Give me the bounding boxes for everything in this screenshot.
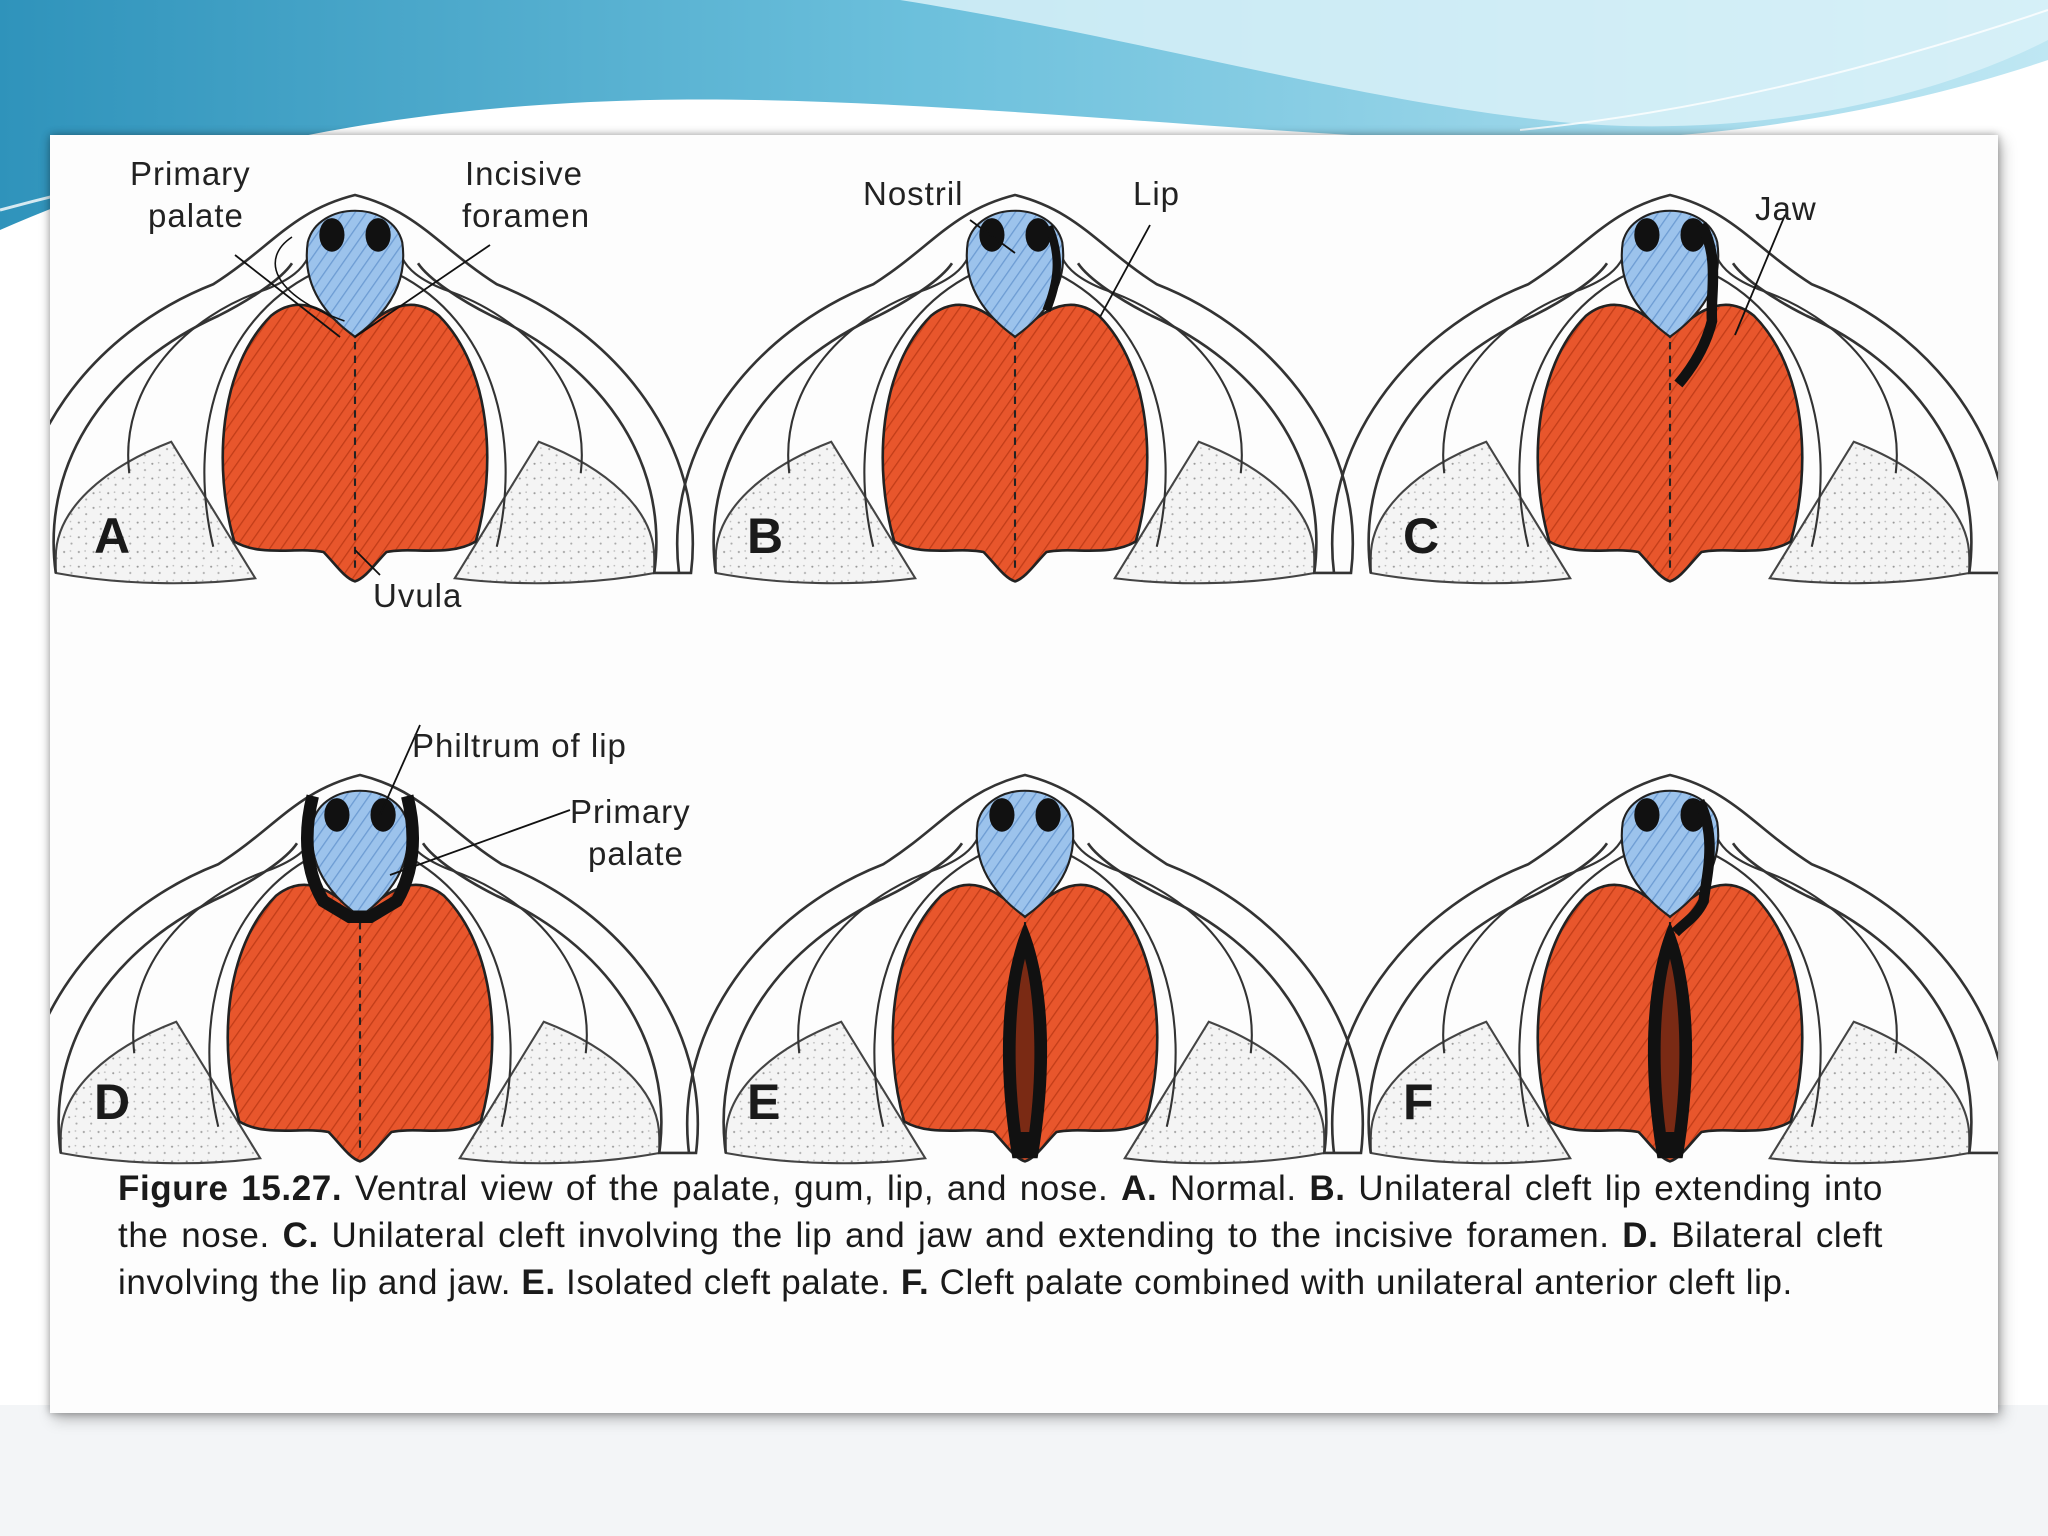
panel-letter-a: A: [94, 508, 131, 564]
caption-text-d: Bilateral cleft involving the lip and jaw.: [118, 1216, 1884, 1302]
label-jaw: Jaw: [1755, 190, 1817, 227]
panel-letter-b: B: [747, 508, 784, 564]
caption-key-a: A.: [1121, 1169, 1158, 1208]
caption-text-f: Cleft palate combined with unilateral anterior cleft lip.: [929, 1263, 1793, 1302]
label-lip: Lip: [1133, 175, 1181, 212]
panel-letter-c: C: [1403, 508, 1440, 564]
caption-key-e: E.: [521, 1263, 556, 1302]
label-uvula: Uvula: [373, 577, 463, 614]
caption-key-f: F.: [900, 1263, 930, 1302]
panel-d: [50, 775, 698, 1163]
figure-panel: [50, 135, 1998, 1413]
label-primary-palate-line1: Primary: [130, 155, 251, 192]
caption-key-d: D.: [1622, 1216, 1659, 1255]
caption-text-a: Normal.: [1157, 1169, 1310, 1208]
panel-letter-e: E: [747, 1074, 781, 1130]
label-primary-palate-d-line1: Primary: [570, 793, 691, 830]
label-primary-palate-line2: palate: [148, 197, 244, 234]
panel-letter-d: D: [94, 1074, 131, 1130]
label-primary-palate-d-line2: palate: [588, 835, 684, 872]
panel-letter-f: F: [1403, 1074, 1434, 1130]
label-nostril: Nostril: [863, 175, 964, 212]
panel-e: [687, 775, 1363, 1163]
caption-text-e: Isolated cleft palate.: [555, 1263, 901, 1302]
caption-text-b: Unilateral cleft lip extending into the nose.: [118, 1169, 1883, 1255]
caption-key-b: B.: [1309, 1169, 1346, 1208]
figure-caption: [118, 1165, 1883, 1306]
caption-text-c: Unilateral cleft involving the lip and jaw and extending to the incisive foramen.: [318, 1216, 1623, 1255]
panel-a: [50, 195, 693, 583]
caption-key-c: C.: [282, 1216, 319, 1255]
caption-figure-number: Figure 15.27.: [118, 1169, 343, 1208]
caption-intro: Ventral view of the palate, gum, lip, and nose.: [342, 1169, 1122, 1208]
label-incisive-foramen-line1: Incisive: [465, 155, 584, 192]
leader-lip-b: [1100, 225, 1150, 317]
label-incisive-foramen-line2: foramen: [462, 197, 591, 234]
label-philtrum-of-lip: Philtrum of lip: [412, 727, 627, 764]
